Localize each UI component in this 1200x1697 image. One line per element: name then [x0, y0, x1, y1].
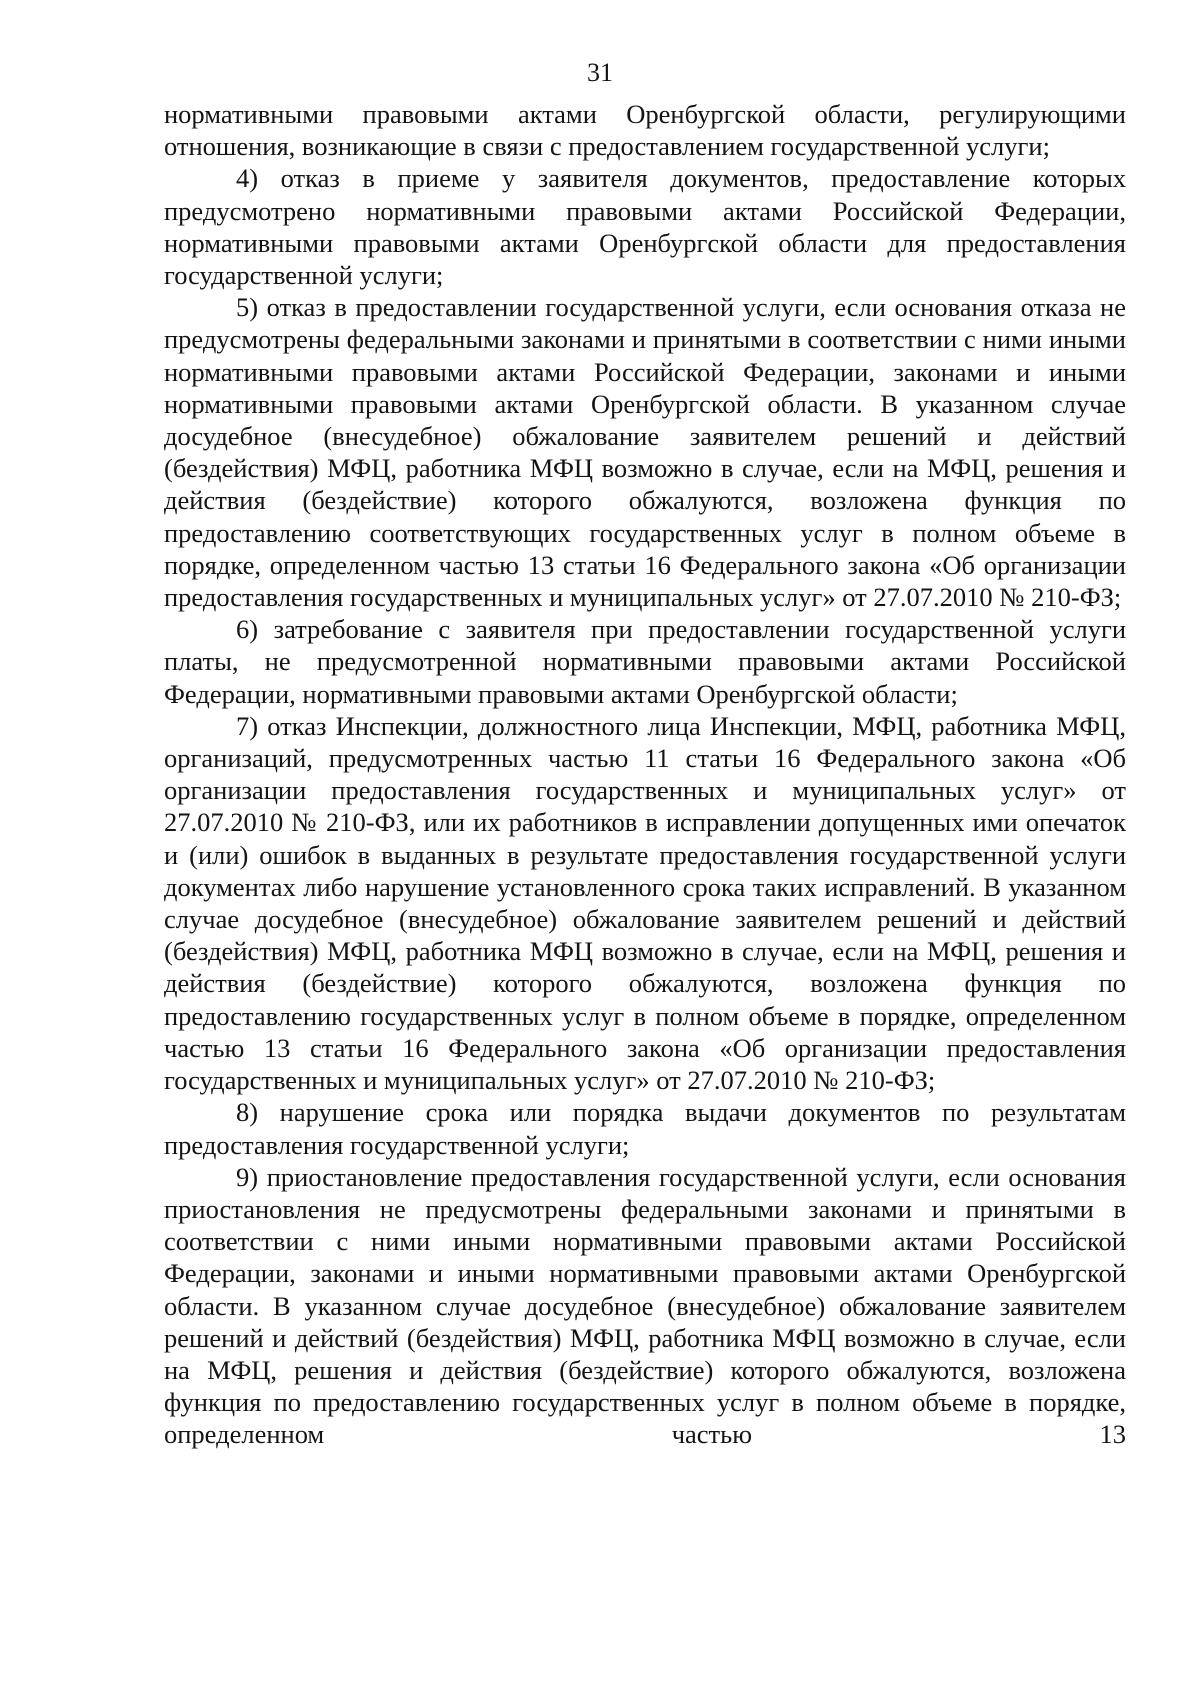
paragraph-item-7: 7) отказ Инспекции, должностного лица Инспекции, МФЦ, работника МФЦ, организаций, предусмотренных частью 11 статьи 16 Федерального закона «Об организации предоставления государственных и муниципальных услуг» от 27.07.2010 № 210-ФЗ, или их работников в исправлении допущенных ими опечаток и (или) ошибок в выданных в результате предоставления государственной услуги документах либо нарушение установленного срока таких исправлений. В указанном случае досудебное (внесудебное) обжалование заявителем решений и действий (бездействия) МФЦ, работника МФЦ возможно в случае, если на МФЦ, решения и действия (бездействие) которого обжалуются, возложена функция по предоставлению государственных услуг в полном объеме в порядке, определенном частью 13 статьи 16 Федерального закона «Об организации предоставления государственных и муниципальных услуг» от 27.07.2010 № 210-ФЗ;	[164, 710, 1126, 1096]
paragraph-item-8: 8) нарушение срока или порядка выдачи документов по результатам предоставления государственной услуги;	[164, 1097, 1126, 1160]
paragraph-continuation: нормативными правовыми актами Оренбургской области, регулирующими отношения, возникающие в связи с предоставлением государственной услуги;	[164, 99, 1126, 162]
paragraph-item-9: 9) приостановление предоставления государственной услуги, если основания приостановления не предусмотрены федеральными законами и принятыми в соответствии с ними иными нормативными правовыми актами Российской Федерации, законами и иными нормативными правовыми актами Оренбургской области. В указанном случае досудебное (внесудебное) обжалование заявителем решений и действий (бездействия) МФЦ, работника МФЦ возможно в случае, если на МФЦ, решения и действия (бездействие) которого обжалуются, возложена функция по предоставлению государственных услуг в полном объеме в порядке, определенном частью 13	[164, 1161, 1126, 1450]
paragraph-item-6: 6) затребование с заявителя при предоставлении государственной услуги платы, не предусмотренной нормативными правовыми актами Российской Федерации, нормативными правовыми актами Оренбургской области;	[164, 614, 1126, 709]
paragraph-item-5: 5) отказ в предоставлении государственной услуги, если основания отказа не предусмотрены федеральными законами и принятыми в соответствии с ними иными нормативными правовыми актами Российской Федерации, законами и иными нормативными правовыми актами Оренбургской области. В указанном случае досудебное (внесудебное) обжалование заявителем решений и действий (бездействия) МФЦ, работника МФЦ возможно в случае, если на МФЦ, решения и действия (бездействие) которого обжалуются, возложена функция по предоставлению соответствующих государственных услуг в полном объеме в порядке, определенном частью 13 статьи 16 Федерального закона «Об организации предоставления государственных и муниципальных услуг» от 27.07.2010 № 210-ФЗ;	[164, 292, 1126, 613]
paragraph-item-4: 4) отказ в приеме у заявителя документов, предоставление которых предусмотрено нормативными правовыми актами Российской Федерации, нормативными правовыми актами Оренбургской области для предоставления государственной услуги;	[164, 163, 1126, 291]
document-body	[164, 98, 1126, 1451]
page-number: 31	[587, 58, 613, 87]
